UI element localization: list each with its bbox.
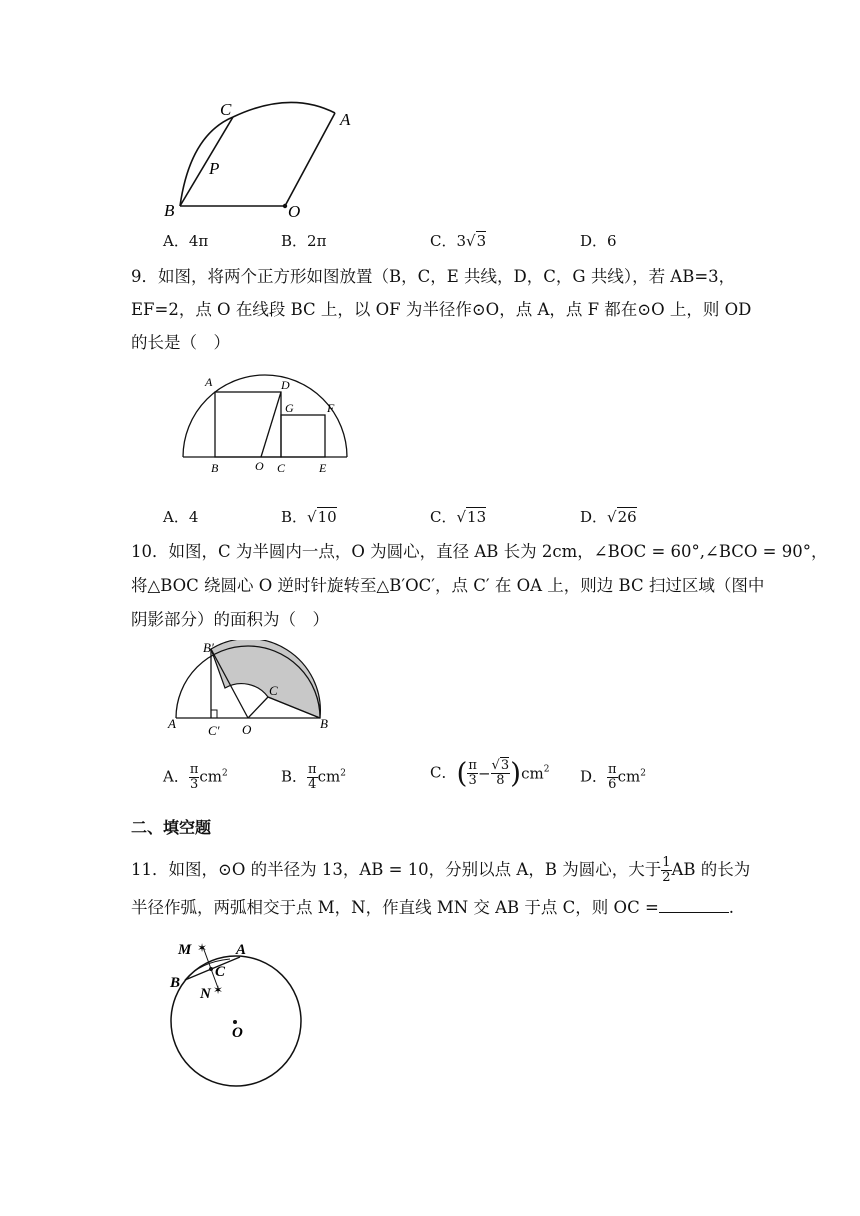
q8-option-a[interactable]: A．4π: [163, 232, 209, 250]
q10-label-cprime: C′: [208, 723, 220, 738]
q10-option-b-unit: cm: [317, 767, 341, 786]
q10-option-d-prefix: D．: [580, 767, 608, 786]
section-heading-fill-blank: 二、填空题: [131, 818, 212, 837]
q11-text-line1: [131, 856, 750, 885]
q10-option-b-prefix: B．: [281, 767, 308, 786]
q11-label-c: C: [215, 964, 226, 980]
q10-label-c: C: [269, 683, 278, 698]
q10-option-d-unit: cm: [617, 767, 641, 786]
q9-label-a: A: [205, 375, 213, 389]
q11-fraction-num: 1: [662, 855, 671, 870]
q8-arc-ca: [233, 102, 335, 117]
q9-option-d-radicand: 26: [617, 508, 637, 526]
q8-label-o: O: [288, 202, 301, 221]
q8-label-c: C: [220, 100, 232, 119]
q11-fraction-half: [661, 856, 671, 885]
q10-text-line2: 将△BOC 绕圆心 O 逆时针旋转至△B′OC′，点 C′ 在 OA 上，则边 BC 扫过区域（图中: [131, 576, 765, 595]
q8-option-d[interactable]: D．6: [580, 232, 617, 250]
q9-figure: [175, 372, 355, 482]
q9-label-d: D: [281, 378, 290, 392]
q10-option-b-den: 4: [308, 777, 317, 792]
q9-option-c-sqrt: √: [456, 508, 467, 526]
q8-option-c[interactable]: [430, 231, 486, 251]
q9-option-b-prefix: B．: [281, 508, 308, 526]
q11-text-line1-b: AB 的长为: [671, 860, 751, 879]
q10-option-d-den: 6: [608, 777, 617, 792]
q11-label-m: M: [178, 942, 192, 958]
q8-option-b[interactable]: B．2π: [281, 232, 327, 250]
q11-label-a: A: [236, 942, 247, 958]
q8-point-o: [283, 204, 287, 208]
q10-option-d-num: π: [608, 762, 617, 777]
q10-option-c-num2-radicand: 3: [500, 758, 510, 773]
q9-option-d-prefix: D．: [580, 508, 608, 526]
q11-mark-n: ✶: [213, 983, 224, 997]
q9-text-line2: EF=2，点 O 在线段 BC 上，以 OF 为半径作⊙O，点 A，点 F 都在⊙O 上，则 OD: [131, 300, 752, 319]
q10-option-a-prefix: A．: [163, 767, 189, 786]
q11-answer-blank[interactable]: [659, 898, 729, 913]
q10-option-c-sq: 2: [543, 764, 550, 775]
q11-point-c: [209, 967, 213, 971]
q10-option-a-sq: 2: [222, 768, 228, 779]
q8-segment-bc: [180, 117, 233, 206]
q9-option-d-sqrt: √: [607, 508, 617, 526]
q11-mark-m: ✶: [197, 941, 208, 955]
q11-fraction-den: 2: [662, 870, 671, 885]
q10-option-a-num: π: [189, 762, 199, 777]
q9-text-line1: 9．如图，将两个正方形如图放置（B，C，E 共线，D，C，G 共线），若 AB=3，: [131, 267, 736, 286]
q9-label-o: O: [255, 459, 264, 473]
q10-option-c-lparen: (: [456, 756, 468, 790]
q9-option-b[interactable]: [281, 507, 337, 527]
q10-option-b-num: π: [308, 762, 317, 777]
q9-segment-od: [261, 392, 281, 457]
q10-option-c-fraction2: [491, 759, 511, 788]
q10-option-c-minus: −: [477, 764, 491, 783]
q10-segment-oc: [248, 697, 268, 718]
q11-text-line1-a: 11．如图，⊙O 的半径为 13，AB = 10，分别以点 A，B 为圆心，大于: [131, 860, 662, 879]
q9-option-c-radicand: 13: [467, 508, 487, 526]
q10-figure: [165, 640, 345, 740]
q10-option-c-den1: 3: [468, 773, 477, 788]
q10-option-a[interactable]: [163, 763, 228, 792]
q10-option-a-unit: cm: [199, 767, 223, 786]
q10-text-line3: 阴影部分）的面积为（ ）: [131, 610, 329, 629]
q11-text-line2-b: .: [728, 898, 735, 917]
q9-option-b-radicand: 10: [317, 508, 337, 526]
q10-option-d[interactable]: [580, 763, 646, 792]
q10-option-c-den2: 8: [496, 773, 505, 788]
q10-option-a-den: 3: [189, 777, 199, 792]
q10-option-b[interactable]: [281, 763, 346, 792]
q9-option-a[interactable]: A．4: [163, 508, 199, 526]
q10-option-a-fraction: [189, 763, 200, 792]
q10-option-d-fraction: [607, 763, 618, 792]
q10-option-c[interactable]: [430, 756, 550, 790]
q10-option-d-sq: 2: [640, 768, 646, 779]
q11-text-line2-a: 半径作弧，两弧相交于点 M，N，作直线 MN 交 AB 于点 C，则 OC =: [131, 898, 659, 917]
q10-right-angle-mark: [211, 710, 217, 718]
q10-label-o: O: [242, 722, 252, 737]
q11-point-o: [233, 1020, 237, 1024]
q9-label-c: C: [277, 461, 286, 475]
q10-option-c-rparen: ): [510, 756, 522, 790]
q10-option-b-fraction: [307, 763, 318, 792]
q8-label-p: P: [209, 159, 220, 178]
q8-option-c-prefix: C．3: [430, 232, 467, 250]
q10-option-c-sqrt: √: [491, 758, 500, 773]
q11-label-o: O: [232, 1025, 243, 1041]
q11-label-b: B: [170, 975, 181, 991]
q8-option-c-sqrt: √: [466, 232, 476, 250]
q9-option-c-prefix: C．: [430, 508, 457, 526]
q10-option-c-num1: π: [468, 758, 477, 773]
q9-label-g: G: [285, 401, 294, 415]
q11-label-n: N: [200, 986, 211, 1002]
q10-label-a: A: [168, 716, 176, 731]
q9-label-b: B: [211, 461, 219, 475]
q8-option-c-radicand: 3: [476, 232, 487, 250]
q9-option-c[interactable]: [430, 507, 486, 527]
q9-square-cefg: [281, 415, 325, 457]
q8-label-b: B: [164, 201, 175, 220]
q10-text-line1: 10．如图，C 为半圆内一点，O 为圆心，直径 AB 长为 2cm，∠BOC = 60°,∠BCO = 90°，: [131, 542, 828, 561]
q10-option-b-sq: 2: [340, 768, 346, 779]
q10-label-bprime: B′: [203, 640, 214, 655]
q10-option-c-unit: cm: [521, 764, 544, 783]
q10-option-c-num2: [491, 759, 511, 774]
q10-option-c-fraction1: [467, 759, 478, 788]
q8-segment-oa: [285, 113, 335, 206]
q9-label-f: F: [327, 401, 335, 415]
q11-text-line2: [131, 898, 734, 918]
q9-label-e: E: [319, 461, 327, 475]
q8-label-a: A: [340, 110, 351, 129]
q10-option-c-prefix: C．: [430, 763, 457, 782]
q9-option-d[interactable]: [580, 507, 637, 527]
q11-figure: [160, 932, 310, 1092]
q10-label-b: B: [320, 716, 328, 731]
q8-figure: [160, 95, 370, 225]
q9-text-line3: 的长是（ ）: [131, 333, 230, 352]
q9-option-b-sqrt: √: [307, 508, 317, 526]
